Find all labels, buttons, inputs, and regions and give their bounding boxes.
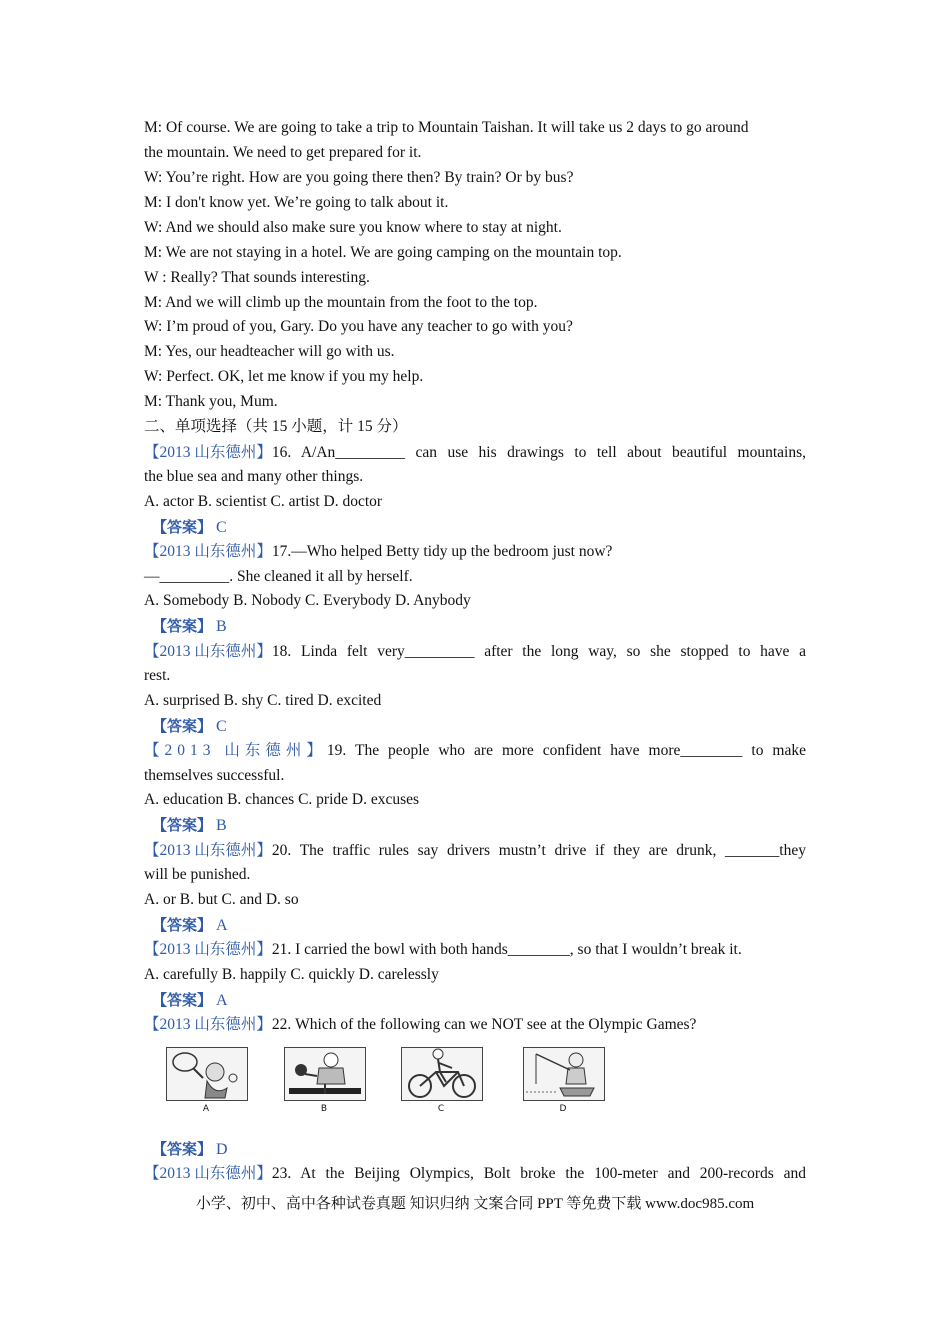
picture-caption: A bbox=[202, 1104, 210, 1114]
question-options: A. carefully B. happily C. quickly D. carelessly bbox=[144, 966, 439, 983]
question-text: 16. A/An_________ can use his drawings to tell about beautiful mountains, bbox=[271, 444, 806, 461]
question-16 bbox=[144, 443, 806, 463]
answer-17 bbox=[152, 616, 227, 637]
question-23 bbox=[144, 1164, 806, 1184]
page-footer: 小学、初中、高中各种试卷真题 知识归纳 文案合同 PPT 等免费下载 www.doc985.com bbox=[195, 1196, 755, 1212]
question-options: A. education B. chances C. pride D. excuses bbox=[144, 791, 420, 808]
answer-label: 【答案】 bbox=[152, 518, 213, 536]
source-tag: 【2013 山东德州】 bbox=[144, 444, 272, 461]
question-text: 21. I carried the bowl with both hands________, so that I wouldn’t break it. bbox=[271, 941, 742, 958]
dialogue-line: M: Thank you, Mum. bbox=[144, 393, 278, 410]
picture-a-tennis bbox=[166, 1047, 248, 1101]
picture-caption: B bbox=[320, 1104, 328, 1114]
picture-caption: D bbox=[559, 1104, 567, 1114]
answer-22 bbox=[152, 1139, 228, 1160]
answer-label: 【答案】 bbox=[152, 1140, 213, 1158]
question-18 bbox=[144, 642, 806, 662]
picture-d-fishing bbox=[523, 1047, 605, 1101]
dialogue-line: W: I’m proud of you, Gary. Do you have any teacher to go with you? bbox=[144, 318, 573, 335]
answer-value: B bbox=[216, 618, 227, 635]
question-options: A. surprised B. shy C. tired D. excited bbox=[144, 692, 382, 709]
answer-label: 【答案】 bbox=[152, 717, 213, 735]
dialogue-line: M: I don't know yet. We’re going to talk about it. bbox=[144, 194, 449, 211]
answer-label: 【答案】 bbox=[152, 991, 213, 1009]
question-17 bbox=[144, 542, 806, 562]
question-text: 18. Linda felt very_________ after the long way, so she stopped to have a bbox=[271, 643, 806, 660]
source-tag: 【2013 山东德州】 bbox=[144, 1165, 272, 1182]
answer-value: C bbox=[216, 718, 227, 735]
answer-label: 【答案】 bbox=[152, 916, 213, 934]
dialogue-line: the mountain. We need to get prepared for it. bbox=[144, 144, 422, 161]
answer-16 bbox=[152, 517, 227, 538]
question-text-cont: will be punished. bbox=[144, 866, 251, 883]
answer-value: A bbox=[216, 992, 228, 1009]
dialogue-line: M: We are not staying in a hotel. We are going camping on the mountain top. bbox=[144, 244, 622, 261]
source-tag: 【2013 山东德州】 bbox=[144, 842, 272, 859]
picture-c-cycling bbox=[401, 1047, 483, 1101]
dialogue-line: M: Yes, our headteacher will go with us. bbox=[144, 343, 395, 360]
question-21 bbox=[144, 940, 806, 960]
source-tag: 【2013 山东德州】 bbox=[144, 543, 272, 560]
question-text: 23. At the Beijing Olympics, Bolt broke the 100-meter and 200-records and bbox=[271, 1165, 806, 1182]
dialogue-line: W: You’re right. How are you going there then? By train? Or by bus? bbox=[144, 169, 574, 186]
question-text: 22. Which of the following can we NOT see at the Olympic Games? bbox=[271, 1016, 697, 1033]
question-19 bbox=[144, 741, 806, 761]
question-text-cont: themselves successful. bbox=[144, 767, 285, 784]
question-text: 17.—Who helped Betty tidy up the bedroom just now? bbox=[271, 543, 613, 560]
question-22 bbox=[144, 1015, 806, 1035]
question-options: A. actor B. scientist C. artist D. doctor bbox=[144, 493, 383, 510]
answer-19 bbox=[152, 815, 227, 836]
source-tag: 【2013 山东德州】 bbox=[144, 742, 327, 759]
picture-caption: C bbox=[437, 1104, 445, 1114]
question-text: 19. The people who are more confident have more________ to make bbox=[326, 742, 806, 759]
answer-label: 【答案】 bbox=[152, 816, 213, 834]
answer-value: A bbox=[216, 917, 228, 934]
dialogue-line: W : Really? That sounds interesting. bbox=[144, 269, 370, 286]
question-options: A. or B. but C. and D. so bbox=[144, 891, 299, 908]
question-text-cont: rest. bbox=[144, 667, 171, 684]
source-tag: 【2013 山东德州】 bbox=[144, 941, 272, 958]
answer-20 bbox=[152, 915, 228, 936]
question-text: 20. The traffic rules say drivers mustn’t drive if they are drunk, _______they bbox=[271, 842, 806, 859]
question-text-cont: the blue sea and many other things. bbox=[144, 468, 364, 485]
dialogue-line: W: And we should also make sure you know where to stay at night. bbox=[144, 219, 562, 236]
section-title: 二、单项选择（共 15 小题，计 15 分） bbox=[144, 418, 408, 435]
picture-b-table-tennis bbox=[284, 1047, 366, 1101]
answer-value: C bbox=[216, 519, 227, 536]
answer-18 bbox=[152, 716, 227, 737]
answer-label: 【答案】 bbox=[152, 617, 213, 635]
answer-21 bbox=[152, 990, 228, 1011]
question-options: A. Somebody B. Nobody C. Everybody D. Anybody bbox=[144, 592, 471, 609]
dialogue-line: M: Of course. We are going to take a trip to Mountain Taishan. It will take us 2 days to go around bbox=[144, 119, 749, 136]
source-tag: 【2013 山东德州】 bbox=[144, 1016, 272, 1033]
question-20 bbox=[144, 841, 806, 861]
answer-value: B bbox=[216, 817, 227, 834]
source-tag: 【2013 山东德州】 bbox=[144, 643, 272, 660]
dialogue-line: M: And we will climb up the mountain from the foot to the top. bbox=[144, 294, 538, 311]
question-text-cont: —_________. She cleaned it all by herself. bbox=[144, 568, 413, 585]
dialogue-line: W: Perfect. OK, let me know if you my help. bbox=[144, 368, 424, 385]
answer-value: D bbox=[216, 1141, 228, 1158]
